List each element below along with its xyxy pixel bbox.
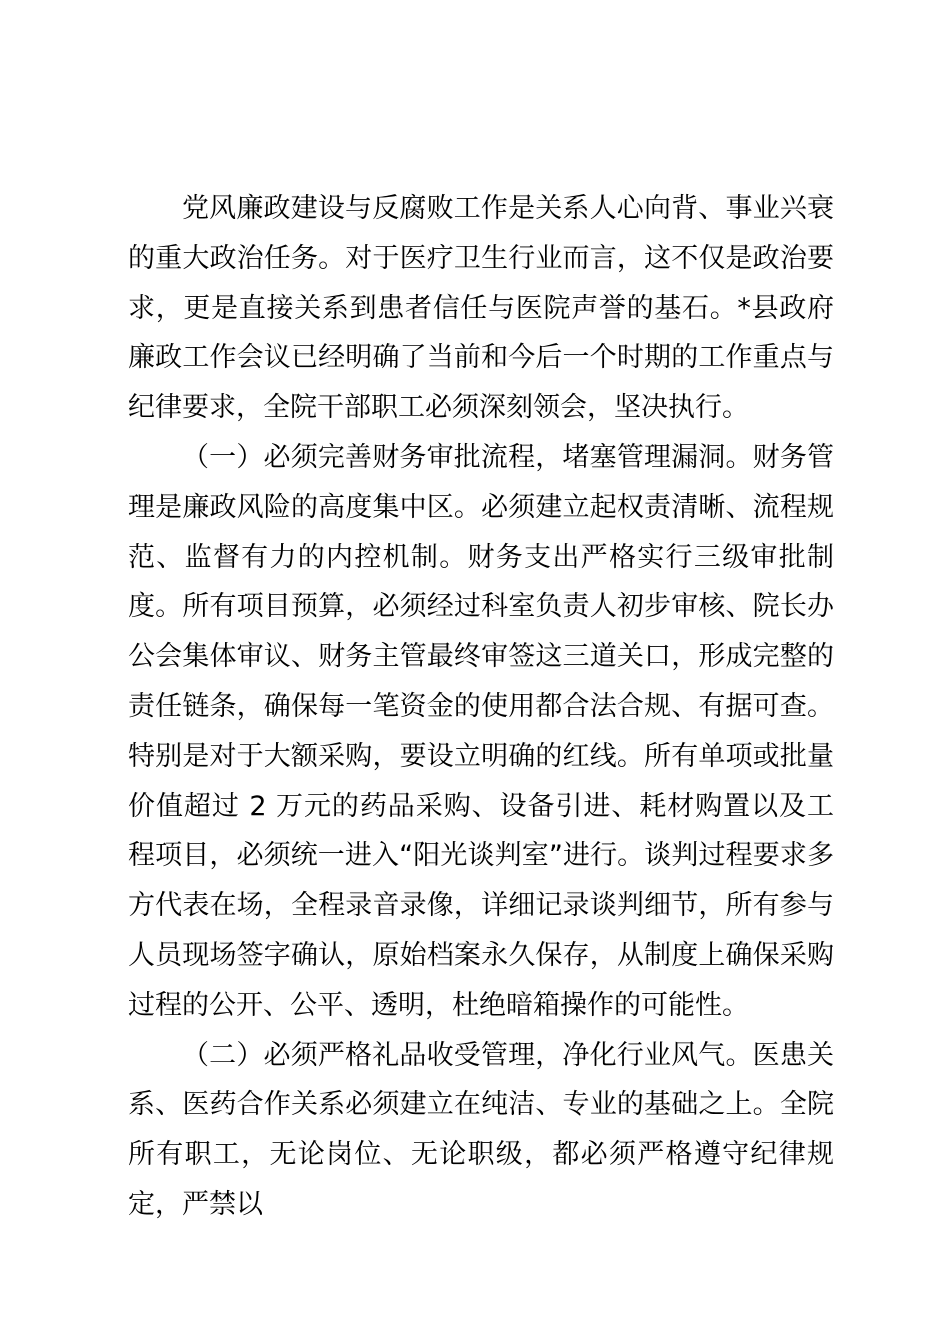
- paragraph-intro: 党风廉政建设与反腐败工作是关系人心向背、事业兴衰的重大政治任务。对于医疗卫生行业而言，这不仅是政治要求，更是直接关系到患者信任与医院声誉的基石。*县政府廉政工作会议已经明确了当前和今后一个时期的工作重点与纪律要求，全院干部职工必须深刻领会，坚决执行。: [128, 193, 834, 424]
- paragraph-section-1: （一）必须完善财务审批流程，堵塞管理漏洞。财务管理是廉政风险的高度集中区。必须建立起权责清晰、流程规范、监督有力的内控机制。财务支出严格实行三级审批制度。所有项目预算，必须经过科室负责人初步审核、院长办公会集体审议、财务主管最终审签这三道关口，形成完整的责任链条，确保每一笔资金的使用都合法合规、有据可查。特别是对于大额采购，要设立明确的红线。所有单项或批量价值超过 2 万元的药品采购、设备引进、耗材购置以及工程项目，必须统一进入“阳光谈判室”进行。谈判过程要求多方代表在场，全程录音录像，详细记录谈判细节，所有参与人员现场签字确认，原始档案永久保存，从制度上确保采购过程的公开、公平、透明，杜绝暗箱操作的可能性。: [128, 441, 834, 1021]
- paragraph-section-2: （二）必须严格礼品收受管理，净化行业风气。医患关系、医药合作关系必须建立在纯洁、专业的基础之上。全院所有职工，无论岗位、无论职级，都必须严格遵守纪律规定，严禁以: [128, 1039, 834, 1220]
- document-body: [128, 184, 834, 1230]
